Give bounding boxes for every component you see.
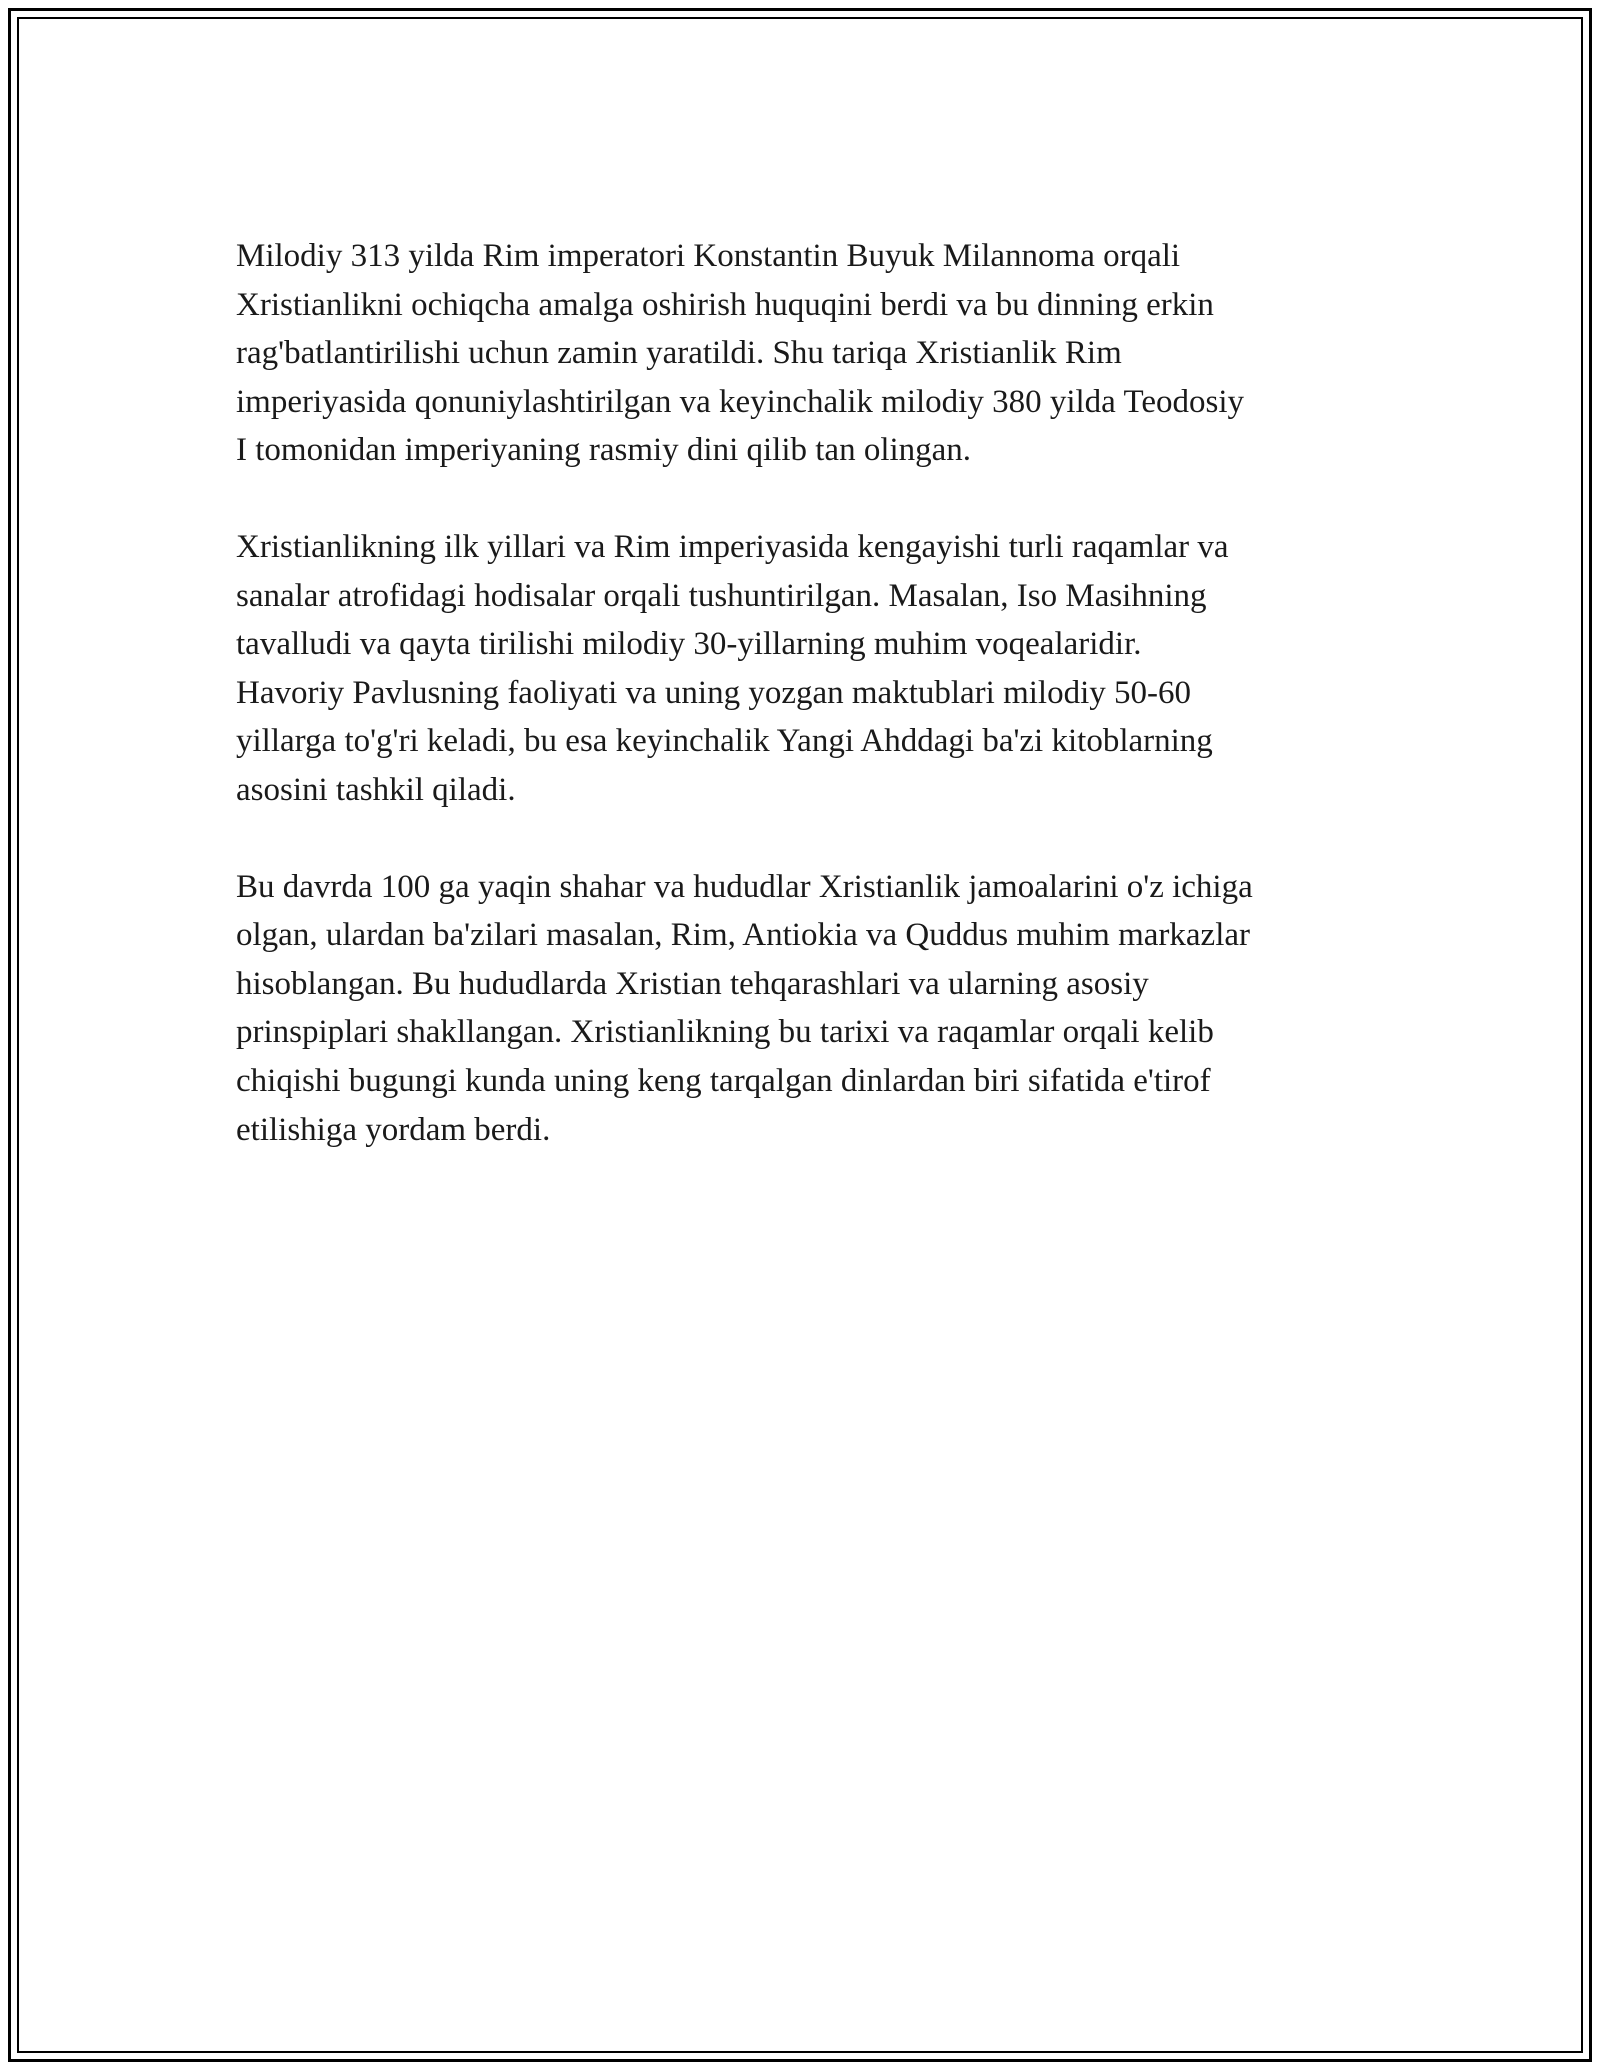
paragraph-1-line-1: Milodiy 313 yilda Rim imperatori Konstantin Buyuk Milannoma orqali — [236, 238, 1181, 274]
paragraph-1-line-4: imperiyasida qonuniylashtirilgan va keyinchalik milodiy 380 yilda Teodosiy — [236, 383, 1244, 420]
paragraph-2-line-2: sanalar atrofidagi hodisalar orqali tushuntirilgan. Masalan, Iso Masihning — [236, 577, 1207, 614]
paragraph-1-line-2: Xristianlikni ochiqcha amalga oshirish huquqini berdi va bu dinning erkin — [236, 286, 1214, 323]
paragraph-3-line-5: chiqishi bugungi kunda uning keng tarqalgan dinlardan biri sifatida e'tirof — [236, 1062, 1211, 1099]
paragraph-2-line-3: tavalludi va qayta tirilishi milodiy 30-yillarning muhim voqealaridir. — [236, 626, 1142, 663]
paragraph-1 — [236, 232, 1376, 475]
paragraph-3-line-6: etilishiga yordam berdi. — [236, 1111, 551, 1148]
paragraph-1-line-5: I tomonidan imperiyaning rasmiy dini qilib tan olingan. — [236, 432, 972, 469]
document-body — [236, 232, 1376, 1202]
paragraph-3-line-2: olgan, ulardan ba'zilari masalan, Rim, Antiokia va Quddus muhim markazlar — [236, 917, 1251, 954]
paragraph-2-line-6: asosini tashkil qiladi. — [236, 771, 516, 808]
paragraph-2-line-5: yillarga to'g'ri keladi, bu esa keyinchalik Yangi Ahddagi ba'zi kitoblarning — [236, 723, 1213, 760]
paragraph-2 — [236, 523, 1376, 815]
paragraph-2-line-4: Havoriy Pavlusning faoliyati va uning yozgan maktublari milodiy 50-60 — [236, 674, 1192, 711]
paragraph-1-line-3: rag'batlantirilishi uchun zamin yaratildi. Shu tariqa Xristianlik Rim — [236, 335, 1122, 372]
paragraph-2-line-1: Xristianlikning ilk yillari va Rim imperiyasida kengayishi turli raqamlar va — [236, 528, 1229, 565]
paragraph-3-line-3: hisoblangan. Bu hududlarda Xristian tehqarashlari va ularning asosiy — [236, 965, 1149, 1002]
paragraph-3 — [236, 863, 1376, 1155]
paragraph-3-line-4: prinspiplari shakllangan. Xristianlikning bu tarixi va raqamlar orqali kelib — [236, 1014, 1214, 1051]
paragraph-3-line-1: Bu davrda 100 ga yaqin shahar va hududlar Xristianlik jamoalarini o'z ichiga — [236, 868, 1253, 905]
